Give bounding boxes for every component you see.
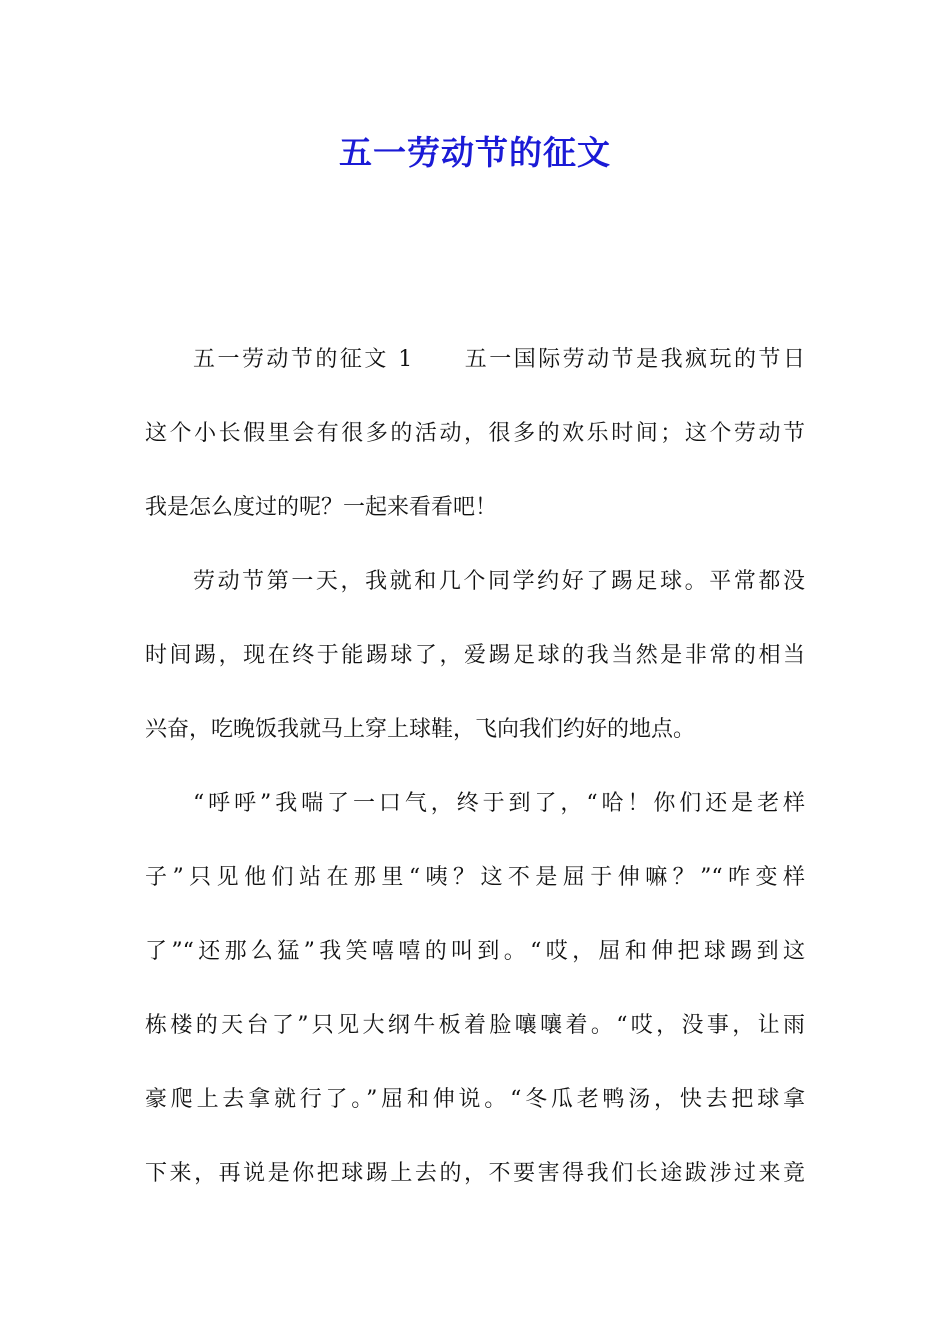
paragraph-1-line-1-text: 五一国际劳动节是我疯玩的节日: [462, 347, 805, 372]
paragraph-1-line-2: 这个小长假里会有很多的活动，很多的欢乐时间；这个劳动节: [145, 421, 805, 446]
paragraph-2-line-3: 兴奋，吃晚饭我就马上穿上球鞋，飞向我们约好的地点。: [145, 717, 696, 742]
paragraph-2-line-2: 时间踢，现在终于能踢球了，爱踢足球的我当然是非常的相当: [145, 643, 805, 668]
paragraph-3-line-3: 了”“还那么猛”我笑嘻嘻的叫到。“哎，屈和伸把球踢到这: [145, 939, 805, 964]
paragraph-3-line-4: 栋楼的天台了”只见大纲牛板着脸嚷嚷着。“哎，没事，让雨: [145, 1013, 805, 1038]
document-body: [145, 334, 805, 1222]
paragraph-1-line-3: 我是怎么度过的呢？一起来看看吧！: [145, 495, 498, 520]
paragraph-2-line-1: 劳动节第一天，我就和几个同学约好了踢足球。平常都没: [193, 569, 805, 594]
paragraph-3-line-2: 子”只见他们站在那里“咦？这不是屈于伸嘛？”“咋变样: [145, 865, 805, 890]
section-heading: 五一劳动节的征文 1: [193, 347, 413, 372]
paragraph-3-line-5: 豪爬上去拿就行了。”屈和伸说。“冬瓜老鸭汤，快去把球拿: [145, 1087, 805, 1112]
document-title: 五一劳动节的征文: [339, 133, 611, 172]
paragraph-3-line-6: 下来，再说是你把球踢上去的，不要害得我们长途跋涉过来竟: [145, 1161, 805, 1186]
paragraph-3-line-1: “呼呼”我喘了一口气，终于到了，“哈！你们还是老样: [193, 791, 805, 816]
paragraph-1-line-1: [145, 334, 805, 408]
